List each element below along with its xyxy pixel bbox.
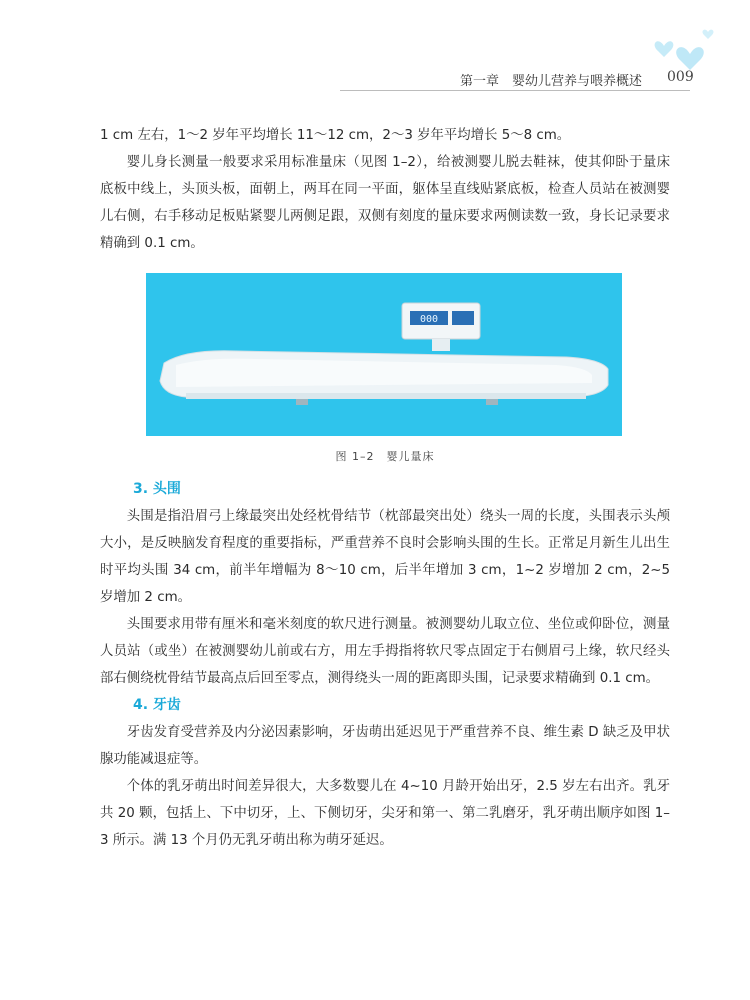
paragraph: 头围要求用带有厘米和毫米刻度的软尺进行测量。被测婴幼儿取立位、坐位或仰卧位，测量人员站（或坐）在被测婴幼儿前或右方，用左手拇指将软尺零点固定于右侧眉弓上缘，软尺经头部右侧绕枕骨结节最高点后回至零点，测得绕头一周的距离即头围，记录要求精确到 0.1 cm。 <box>100 617 670 686</box>
running-header <box>440 70 700 90</box>
infant-measuring-bed-figure <box>146 273 622 436</box>
paragraph: 头围是指沿眉弓上缘最突出处经枕骨结节（枕部最突出处）绕头一周的长度，头围表示头颅大小，是反映脑发育程度的重要指标，严重营养不良时会影响头围的生长。正常足月新生儿出生时平均头围 34 cm，前半年增幅为 8～10 cm，后半年增加 3 cm，1~2 岁增加 2 cm，2~5 岁增加 2 cm。 <box>100 509 670 605</box>
header-divider <box>340 90 690 91</box>
paragraph: 牙齿发育受营养及内分泌因素影响，牙齿萌出延迟见于严重营养不良、维生素 D 缺乏及甲状腺功能减退症等。 <box>100 725 670 767</box>
page-body <box>100 122 670 854</box>
paragraph: 个体的乳牙萌出时间差异很大，大多数婴儿在 4~10 月龄开始出牙，2.5 岁左右出齐。乳牙共 20 颗，包括上、下中切牙，上、下侧切牙，尖牙和第一、第二乳磨牙，乳牙萌出顺序如图 1–3 所示。满 13 个月仍无乳牙萌出称为萌牙延迟。 <box>100 779 670 848</box>
section-heading-head-circumference: 3. 头围 <box>133 481 181 497</box>
chapter-title: 婴幼儿营养与喂养概述 <box>512 74 643 89</box>
paragraph: 婴儿身长测量一般要求采用标准量床（见图 1–2），给被测婴儿脱去鞋袜，使其仰卧于量床底板中线上，头顶头板，面朝上，两耳在同一平面，躯体呈直线贴紧底板，检查人员站在被测婴儿右侧，右手移动足板贴紧婴儿两侧足跟，双侧有刻度的量床要求两侧读数一致，身长记录要求精确到 0.1 cm。 <box>100 155 670 251</box>
section-heading-teeth: 4. 牙齿 <box>133 697 181 713</box>
hearts-decoration-icon <box>650 24 720 74</box>
page-number: 009 <box>667 69 694 85</box>
chapter-label: 第一章 <box>460 74 500 89</box>
figure-caption: 图 1–2 婴儿量床 <box>335 450 435 463</box>
measuring-bed-illustration <box>146 273 622 436</box>
paragraph: 1 cm 左右，1～2 岁年平均增长 11～12 cm，2～3 岁年平均增长 5～8 cm。 <box>100 128 571 143</box>
display-reading: 000 <box>419 314 439 325</box>
